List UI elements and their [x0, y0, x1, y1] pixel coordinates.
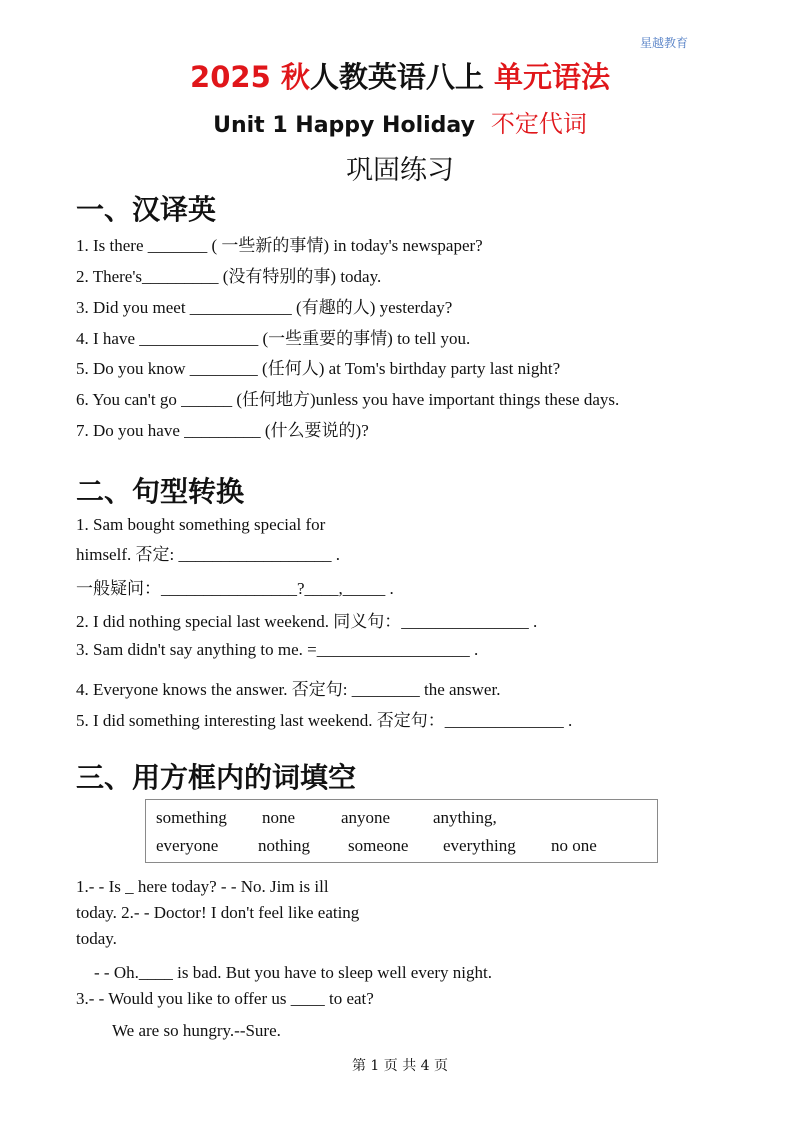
title-topic: 单元语法: [483, 60, 610, 94]
s2-item-4: 4. Everyone knows the answer. 否定句: ________ the answer.: [76, 680, 501, 699]
s1-item-4: 4. I have ______________ (一些重要的事情) to tell you.: [76, 329, 471, 348]
title-year: 2025 秋: [190, 60, 310, 94]
page-number: 第 1 页 共 4 页: [351, 1058, 449, 1074]
s2-item-1-line2: himself. 否定: __________________ .: [76, 545, 340, 564]
word-anything: anything,: [433, 808, 497, 827]
s2-item-2: 2. I did nothing special last weekend. 同义句：_______________ .: [76, 612, 538, 631]
subtitle-grammar: 不定代词: [490, 110, 587, 138]
s1-item-7: 7. Do you have _________ (什么要说的)?: [76, 421, 369, 440]
word-something: something: [156, 808, 227, 827]
section1-heading: 一、汉译英: [76, 193, 217, 226]
s2-item-1-line3: 一般疑问：________________?____,_____ .: [76, 579, 394, 598]
s2-item-3: 3. Sam didn't say anything to me. =__________________ .: [76, 640, 479, 659]
s1-item-3: 3. Did you meet ____________ (有趣的人) yesterday?: [76, 298, 453, 317]
s3-line-5: 3.- - Would you like to offer us ____ to eat?: [76, 989, 374, 1008]
word-anyone: anyone: [341, 808, 391, 827]
s1-item-6: 6. You can't go ______ (任何地方)unless you have important things these days.: [76, 390, 620, 409]
s3-line-2: today. 2.- - Doctor! I don't feel like eating: [76, 903, 360, 922]
s1-item-5: 5. Do you know ________ (任何人) at Tom's birthday party last night?: [76, 359, 561, 378]
subtitle-unit: Unit 1 Happy Holiday: [213, 113, 475, 138]
page-title: [0, 55, 800, 96]
s3-line-1: 1.- - Is _ here today? - - No. Jim is ill: [76, 877, 329, 896]
section3-heading: 三、用方框内的词填空: [76, 761, 357, 794]
watermark: 星越教育: [639, 36, 688, 50]
word-someone: someone: [348, 836, 409, 855]
word-none: none: [262, 808, 296, 827]
word-everything: everything: [443, 836, 516, 855]
word-box: [145, 799, 658, 863]
s1-item-1: 1. Is there _______ ( 一些新的事情) in today's newspaper?: [76, 236, 483, 255]
section2-heading: 二、句型转换: [76, 475, 245, 508]
title-course: 人教英语八上: [309, 60, 484, 94]
word-nothing: nothing: [258, 836, 310, 855]
word-everyone: everyone: [156, 836, 219, 855]
s2-item-5: 5. I did something interesting last weekend. 否定句：______________ .: [76, 711, 573, 730]
page-subtitle: [0, 104, 800, 139]
practice-heading: 巩固练习: [346, 155, 454, 186]
word-no-one: no one: [551, 836, 597, 855]
s3-line-4: - - Oh.____ is bad. But you have to sleep well every night.: [94, 963, 493, 982]
s2-item-1-line1: 1. Sam bought something special for: [76, 515, 326, 534]
s1-item-2: 2. There's_________ (没有特别的事) today.: [76, 267, 382, 286]
s3-line-3: today.: [76, 929, 117, 948]
s3-line-6: We are so hungry.--Sure.: [112, 1021, 281, 1040]
